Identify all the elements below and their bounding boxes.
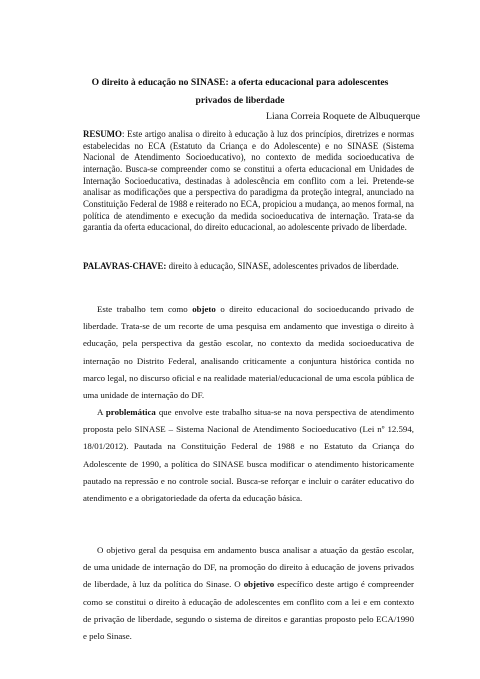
emphasis-object: objeto <box>192 304 216 314</box>
paragraph-text: o direito educacional do socioeducando privado de liberdade. Trata-se de um recorte de uma pesquisa em andamento que investiga o direito à educação, pela perspectiva da gestão escolar, no contexto da medida socioeducativa de internação no Distrito Federal, analisando criticamente a conjuntura histórica contida no marco legal, no discurso oficial e na realidade material/educacional de uma escola pública de uma unidade de internação do DF. <box>83 304 414 401</box>
paragraph-text: específico deste artigo é compreender como se constitui o direito à educação de adolescentes em conflito com a lei e em contexto de privação de liberdade, segundo o sistema de direitos e garantias proposto pelo ECA/1990 e pelo Sinase. <box>83 579 414 642</box>
paragraph-text: O objetivo geral da pesquisa em andamento busca analisar a atuação da gestão escolar, de uma unidade de internação do DF, na promoção do direito à educação de jovens privados de liberdade, à luz da política do Sinase. O <box>83 545 414 590</box>
abstract <box>83 129 414 234</box>
paragraph-text: Este trabalho tem como <box>97 304 193 314</box>
emphasis-problematica: problemática <box>105 407 156 417</box>
keywords-text: direito à educação, SINASE, adolescentes privados de liberdade. <box>166 261 399 271</box>
keywords-label: PALAVRAS-CHAVE: <box>83 261 167 271</box>
abstract-label: RESUMO <box>83 129 122 139</box>
body-paragraph-object <box>83 301 414 404</box>
keywords <box>83 261 414 273</box>
paragraph-text: A <box>97 407 106 417</box>
title-line-2: privados de liberdade <box>195 95 285 106</box>
emphasis-objetivo: objetivo <box>243 579 275 590</box>
paragraph-text: que envolve este trabalho situa-se na nova perspectiva de atendimento proposta pelo SINASE – Sistema Nacional de Atendimento Socioeducativo (Lei nº 12.594, 18/01/2012). Pautada na Constituição Federal de 1988 e no Estatuto da Criança do Adolescente de 1990, a política do SINASE busca modificar o atendimento historicamente pautado na repressão e no controle social. Busca-se reforçar e incluir o caráter educativo do atendimento e a obrigatoriedade da oferta da educação básica. <box>83 407 415 504</box>
author-name: Liana Correia Roquete de Albuquerque <box>266 111 420 122</box>
title-line-1: O direito à educação no SINASE: a oferta educacional para adolescentes <box>91 77 389 88</box>
body-paragraph-problem <box>83 404 414 507</box>
abstract-text: : Este artigo analisa o direito à educação à luz dos princípios, diretrizes e normas estabelecidas no ECA (Estatuto da Criança e do Adolescente) e no SINASE (Sistema Nacional de Atendimento Socioeducativo), no contexto de medida socioeducativa de internação. Busca-se compreender como se constitui a oferta educacional em Unidades de Internação Socioeducativa, destinadas à adolescência em conflito com a lei. Pretende-se analisar as modificações que a perspectiva do paradigma da proteção integral, anunciado na Constituição Federal de 1988 e reiterado no ECA, propiciou a mudança, ao menos formal, na política de atendimento e execução da medida socioeducativa de internação. Trata-se da garantia da oferta educacional, do direito educacional, ao adolescente privado de liberdade. <box>83 129 414 233</box>
body-paragraph-objective <box>83 542 414 645</box>
